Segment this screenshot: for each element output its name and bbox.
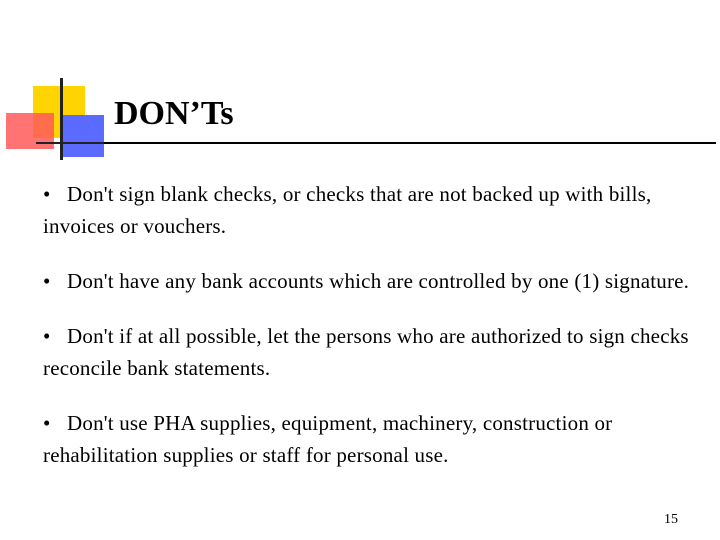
bullet-dot: • xyxy=(43,269,51,293)
page-number: 15 xyxy=(664,512,678,527)
slide-title: DON’Ts xyxy=(114,95,234,132)
list-item xyxy=(43,407,715,471)
list-item xyxy=(43,320,715,384)
decorative-squares-logo xyxy=(0,0,120,170)
bullet-text: Don't sign blank checks, or checks that are not backed up with bills, invoices or vouchers. xyxy=(43,182,652,238)
logo-horizontal-line xyxy=(36,142,106,144)
logo-vertical-line xyxy=(60,78,63,160)
bullet-text: Don't if at all possible, let the persons who are authorized to sign checks reconcile bank statements. xyxy=(43,324,689,380)
bullet-dot: • xyxy=(43,324,51,348)
bullet-text: Don't use PHA supplies, equipment, machinery, construction or rehabilitation supplies or staff for personal use. xyxy=(43,411,613,467)
bullet-text: Don't have any bank accounts which are controlled by one (1) signature. xyxy=(67,269,690,293)
bullet-list xyxy=(43,178,715,494)
bullet-dot: • xyxy=(43,182,51,206)
list-item xyxy=(43,178,715,242)
list-item xyxy=(43,265,715,297)
title-underline xyxy=(104,142,716,144)
bullet-dot: • xyxy=(43,411,51,435)
blue-square xyxy=(62,115,104,157)
